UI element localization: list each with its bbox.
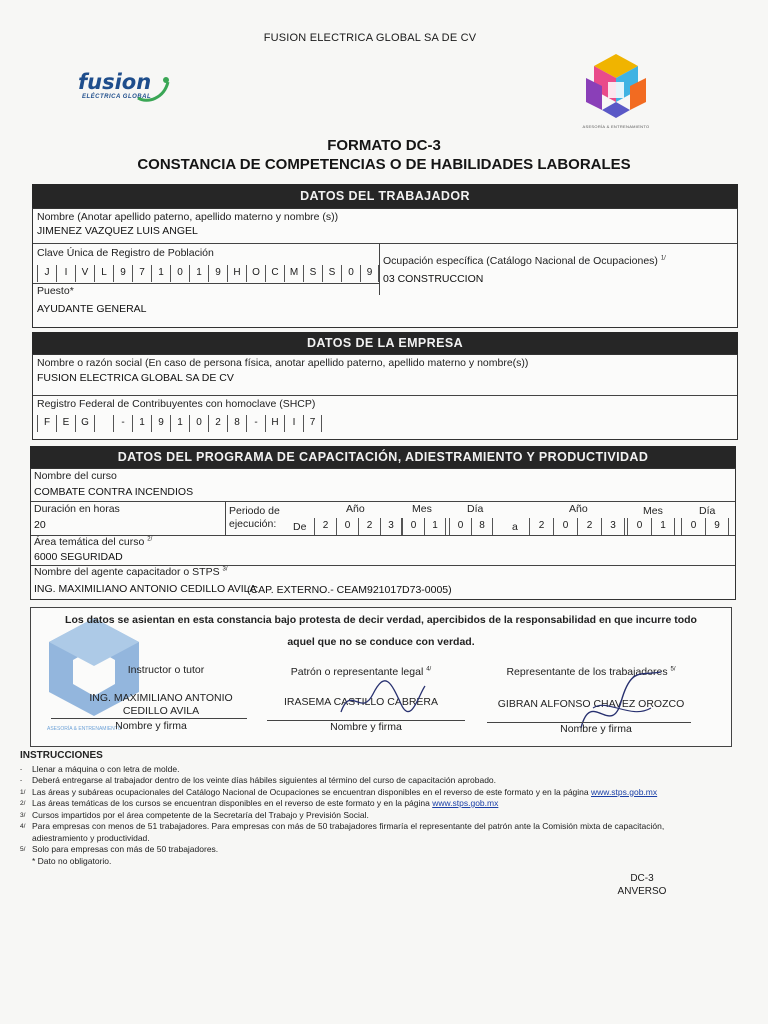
section-programa-header: DATOS DEL PROGRAMA DE CAPACITACIÓN, ADIESTRAMIENTO Y PRODUCTIVIDAD	[30, 446, 736, 468]
instruccion-mark: 4/	[20, 823, 26, 830]
inicio-dia-char: 0	[449, 518, 471, 535]
declaracion-line1: Los datos se asientan en esta constancia bajo protesta de decir verdad, apercibidos de la responsabilidad en que incurre todo	[65, 614, 697, 626]
instruccion-item	[20, 787, 720, 799]
curp-char: J	[37, 265, 56, 282]
curp-char: O	[246, 265, 265, 282]
rfc-char: 1	[170, 415, 189, 432]
rfc-char: E	[56, 415, 75, 432]
rfc-char: I	[284, 415, 303, 432]
curp-char: M	[284, 265, 303, 282]
inicio-mes-char: 1	[424, 518, 446, 535]
rfc-char: 1	[132, 415, 151, 432]
curp-char: 9	[113, 265, 132, 282]
footer-side: ANVERSO	[617, 886, 667, 897]
declaracion-line2: aquel que no se conduce con verdad.	[287, 636, 475, 648]
rfc-char: 9	[151, 415, 170, 432]
training-logo-subtitle: ASESORÍA & ENTRENAMIENTO	[582, 124, 650, 129]
instruccion-text: Las áreas temáticas de los cursos se encuentran disponibles en el reverso de este formato y en la página	[32, 798, 433, 808]
patron-nombre-firma: Nombre y firma	[330, 721, 402, 733]
divider	[33, 243, 737, 244]
instruccion-item	[20, 844, 720, 856]
fusion-logo-word: fusion	[78, 70, 152, 94]
puesto-label: Puesto*	[37, 285, 74, 297]
curp-char: S	[322, 265, 341, 282]
form-title-line2: CONSTANCIA DE COMPETENCIAS O DE HABILIDADES LABORALES	[137, 156, 631, 173]
trabajadores-note-mark: 5/	[670, 666, 676, 673]
inicio-dia-char: 8	[471, 518, 493, 535]
rfc-char: F	[37, 415, 56, 432]
instruccion-mark: 2/	[20, 800, 26, 807]
rfc-char: 8	[227, 415, 246, 432]
curp-cells	[37, 265, 379, 282]
fin-anio-char: 3	[601, 518, 625, 535]
periodo-label-1: Periodo de	[229, 505, 280, 517]
instrucciones	[20, 750, 720, 867]
instructor-name-1: ING. MAXIMILIANO ANTONIO	[89, 692, 233, 704]
agente-label-text: Nombre del agente capacitador o STPS	[34, 566, 220, 578]
rfc-char: 0	[189, 415, 208, 432]
curp-char: S	[303, 265, 322, 282]
curp-char: 1	[189, 265, 208, 282]
trabajadores-nombre-firma: Nombre y firma	[560, 723, 632, 735]
page-footer	[612, 872, 672, 898]
form-title	[0, 136, 768, 174]
curp-char: 0	[170, 265, 189, 282]
form-title-line1: FORMATO DC-3	[327, 137, 441, 154]
rfc-char: 7	[303, 415, 322, 432]
cube-logo-icon	[566, 52, 666, 124]
instruccion-item	[20, 810, 720, 822]
instruccion-text: Para empresas con menos de 51 trabajadores. Para empresas con más de 50 trabajadores firmaría el representante del patrón ante la Comisión mixta de capacitación,	[32, 821, 665, 831]
footer-form-code: DC-3	[630, 873, 654, 884]
empresa-box	[32, 354, 738, 440]
ocupacion-note-mark: 1/	[660, 255, 666, 262]
area-value: 6000 SEGURIDAD	[34, 551, 123, 563]
instruccion-text: Las áreas y subáreas ocupacionales del Catálogo Nacional de Ocupaciones se encuentran disponibles en el reverso de este formato y en la página	[32, 786, 591, 797]
trabajador-box	[32, 208, 738, 328]
instruccion-item	[20, 775, 720, 787]
divider	[33, 283, 379, 284]
fin-dia-char: 9	[705, 518, 729, 535]
patron-name: IRASEMA CASTILLO CABRERA	[283, 696, 439, 708]
nombre-trabajador-value: JIMENEZ VAZQUEZ LUIS ANGEL	[37, 225, 198, 237]
instructor-signature-line	[51, 718, 247, 719]
fusion-logo	[78, 70, 178, 114]
curso-value: COMBATE CONTRA INCENDIOS	[34, 486, 194, 498]
fusion-swoosh-icon	[136, 76, 172, 106]
periodo-a-label: a	[512, 521, 518, 533]
fin-mes-cells	[627, 518, 675, 535]
inicio-anio-char: 2	[314, 518, 336, 535]
curp-char: V	[75, 265, 94, 282]
divider	[33, 395, 737, 396]
duracion-label: Duración en horas	[34, 503, 120, 515]
instructor-label: Instructor o tutor	[127, 664, 205, 676]
curp-char: 9	[208, 265, 227, 282]
curp-char: L	[94, 265, 113, 282]
fusion-logo-subtitle: ELÉCTRICA GLOBAL	[82, 94, 152, 100]
periodo-de-label: De	[293, 521, 307, 533]
duracion-value: 20	[34, 519, 46, 531]
inicio-anio-cells	[314, 518, 402, 535]
divider	[379, 243, 380, 295]
curp-char: 7	[132, 265, 151, 282]
instructor-name-2: CEDILLO AVILA	[122, 705, 200, 717]
rfc-char: H	[265, 415, 284, 432]
instruccion-mark: 1/	[20, 788, 26, 796]
patron-note-mark: 4/	[426, 666, 432, 673]
signature-box	[30, 607, 732, 747]
fin-anio-cells	[529, 518, 625, 535]
agente-registro-value: (CAP. EXTERNO.- CEAM921017D73-0005)	[247, 584, 452, 596]
watermark-subtitle: ASESORÍA & ENTRENAMIENTO	[47, 726, 122, 732]
inicio-anio-char: 2	[358, 518, 380, 535]
instructor-nombre-firma: Nombre y firma	[115, 720, 187, 732]
instruccion-text: Solo para empresas con más de 50 trabajadores.	[32, 844, 219, 854]
puesto-value: AYUDANTE GENERAL	[37, 303, 147, 315]
inicio-dia-cells	[449, 518, 493, 535]
area-label-text: Área temática del curso	[34, 536, 145, 548]
inicio-anio-char: 3	[380, 518, 402, 535]
instrucciones-list	[20, 764, 720, 868]
agente-note-mark: 3/	[222, 566, 228, 573]
training-logo	[566, 52, 666, 132]
trabajadores-label-text: Representante de los trabajadores	[506, 666, 668, 678]
area-note-mark: 2/	[147, 536, 153, 543]
divider	[31, 501, 735, 502]
instruccion-text: Cursos impartidos por el área competente de la Secretaría del Trabajo y Previsión Social.	[32, 809, 369, 820]
inicio-mes-char: 0	[402, 518, 424, 535]
fin-dia-label: Día	[699, 505, 716, 517]
instruccion-text: Deberá entregarse al trabajador dentro de los veinte días hábiles siguientes al término del curso de capacitación aprobado.	[32, 775, 497, 785]
curp-char: 1	[151, 265, 170, 282]
instruccion-item	[20, 856, 720, 868]
stps-link[interactable]: www.stps.gob.mx	[432, 798, 499, 808]
section-empresa-header: DATOS DE LA EMPRESA	[32, 332, 738, 354]
stps-link[interactable]: www.stps.gob.mx	[591, 786, 658, 797]
ocupacion-label-text: Ocupación específica (Catálogo Nacional de Ocupaciones)	[383, 255, 658, 267]
fin-mes-char: 0	[627, 518, 651, 535]
curp-char: 0	[341, 265, 360, 282]
inicio-mes-cells	[402, 518, 446, 535]
inicio-mes-label: Mes	[412, 503, 432, 515]
instruccion-text: Llenar a máquina o con letra de molde.	[32, 763, 180, 774]
instruccion-mark: 3/	[20, 811, 26, 819]
rfc-char: G	[75, 415, 94, 432]
patron-label-text: Patrón o representante legal	[290, 666, 424, 678]
curp-char: H	[227, 265, 246, 282]
rfc-cells	[37, 415, 322, 432]
instruccion-text: * Dato no obligatorio.	[32, 855, 112, 866]
inicio-dia-label: Día	[467, 503, 484, 515]
fin-anio-char: 2	[577, 518, 601, 535]
curp-char: 9	[360, 265, 379, 282]
agente-value: ING. MAXIMILIANO ANTONIO CEDILLO AVILA	[34, 583, 257, 595]
instruccion-item	[20, 833, 720, 845]
inicio-anio-label: Año	[346, 503, 365, 515]
rfc-label: Registro Federal de Contribuyentes con homoclave (SHCP)	[37, 398, 316, 410]
rfc-char: -	[246, 415, 265, 432]
inicio-anio-char: 0	[336, 518, 358, 535]
ocupacion-value: 03 CONSTRUCCION	[383, 273, 484, 285]
fin-dia-char: 0	[681, 518, 705, 535]
razon-social-value: FUSION ELECTRICA GLOBAL SA DE CV	[37, 372, 234, 384]
divider	[225, 501, 226, 535]
fin-mes-label: Mes	[643, 505, 663, 517]
curp-char: C	[265, 265, 284, 282]
curso-label: Nombre del curso	[34, 470, 117, 482]
company-header: FUSION ELECTRICA GLOBAL SA DE CV	[263, 32, 477, 44]
trabajadores-name: GIBRAN ALFONSO CHAVEZ OROZCO	[497, 698, 685, 710]
ocupacion-label	[383, 255, 666, 267]
instruccion-item	[20, 798, 720, 810]
fin-anio-label: Año	[569, 503, 588, 515]
razon-social-label: Nombre o razón social (En caso de persona física, anotar apellido paterno, apellido materno y nombre(s))	[37, 357, 529, 369]
section-trabajador-header: DATOS DEL TRABAJADOR	[32, 184, 738, 208]
fin-dia-cells	[681, 518, 729, 535]
instruccion-item	[20, 764, 720, 776]
area-label	[34, 536, 152, 548]
instrucciones-title: INSTRUCCIONES	[20, 750, 103, 761]
rfc-char	[94, 415, 113, 432]
fin-mes-char: 1	[651, 518, 675, 535]
fin-anio-char: 2	[529, 518, 553, 535]
instruccion-item	[20, 821, 720, 833]
instruccion-mark: -	[20, 777, 23, 784]
curp-label: Clave Única de Registro de Población	[37, 247, 214, 259]
programa-box	[30, 468, 736, 600]
rfc-char: -	[113, 415, 132, 432]
fin-anio-char: 0	[553, 518, 577, 535]
curp-char: I	[56, 265, 75, 282]
instruccion-mark: 5/	[20, 846, 26, 853]
instruccion-mark: -	[20, 765, 23, 773]
patron-signature-icon	[331, 674, 431, 722]
instruccion-text: adiestramiento y productividad.	[32, 832, 150, 843]
periodo-label-2: ejecución:	[229, 518, 277, 530]
rfc-char: 2	[208, 415, 227, 432]
agente-label	[34, 566, 228, 578]
nombre-trabajador-label: Nombre (Anotar apellido paterno, apellido materno y nombre (s))	[37, 211, 339, 223]
